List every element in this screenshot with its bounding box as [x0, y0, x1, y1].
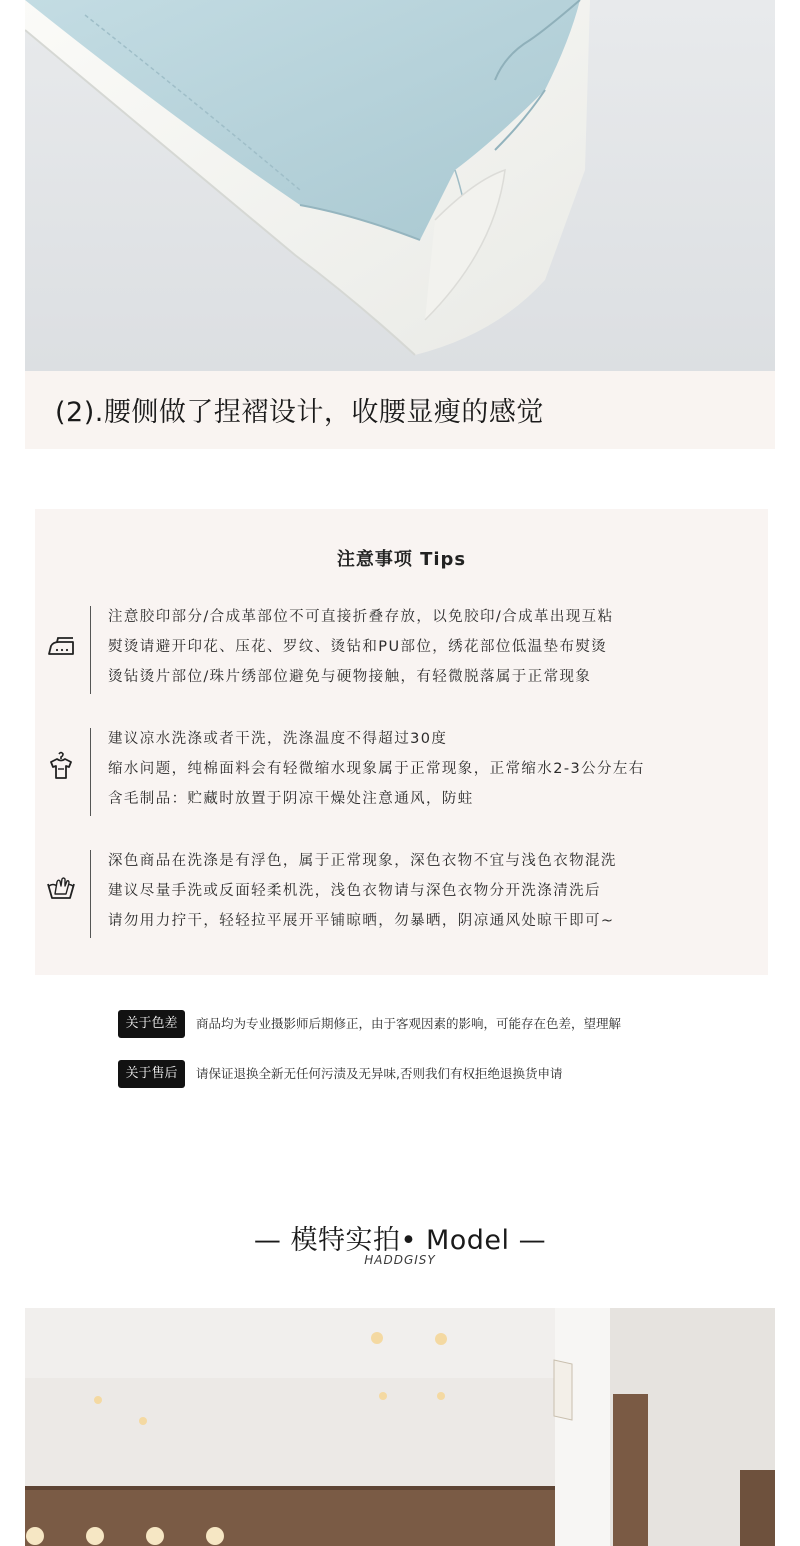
- notice-text: 商品均为专业摄影师后期修正，由于客观因素的影响，可能存在色差，望理解: [196, 1016, 622, 1031]
- notice-text: 请保证退换全新无任何污渍及无异味,否则我们有权拒绝退换货申请: [196, 1066, 563, 1081]
- tip-lines: [108, 602, 613, 692]
- tips-title: 注意事项 Tips: [336, 549, 467, 570]
- iron-icon: [45, 630, 77, 662]
- notice-badge: 关于售后: [118, 1060, 185, 1088]
- tip-line: 建议尽量手洗或反面轻柔机洗，浅色衣物请与深色衣物分开洗涤清洗后: [108, 883, 601, 899]
- notice-badge: 关于色差: [118, 1010, 185, 1038]
- brand-subtitle: HADDGISY: [364, 1253, 436, 1267]
- feature-caption-band: [25, 371, 775, 449]
- folded-shirt-illustration: [25, 0, 775, 371]
- tip-line: 注意胶印部分/合成革部位不可直接折叠存放，以免胶印/合成革出现互粘: [108, 609, 614, 625]
- model-section-heading: — 模特实拍• Model —: [253, 1225, 547, 1256]
- feature-caption: (2).腰侧做了捏褶设计，收腰显瘦的感觉: [55, 397, 544, 428]
- interior-scene-illustration: [25, 1308, 775, 1546]
- tip-group-handwash: [35, 846, 768, 938]
- tip-group-ironing: [35, 602, 768, 694]
- tip-line: 深色商品在洗涤是有浮色，属于正常现象，深色衣物不宜与浅色衣物混洗: [108, 853, 617, 869]
- tip-line: 请勿用力拧干，轻轻拉平展开平铺晾晒，勿暴晒，阴凉通风处晾干即可~: [108, 913, 615, 929]
- tip-lines: [108, 724, 645, 814]
- tip-group-washing: [35, 724, 768, 816]
- product-detail-photo: [25, 0, 775, 371]
- tip-line: 缩水问题，纯棉面料会有轻微缩水现象属于正常现象，正常缩水2-3公分左右: [108, 761, 645, 777]
- tip-line: 熨烫请避开印花、压花、罗纹、烫钻和PU部位，绣花部位低温垫布熨烫: [108, 639, 608, 655]
- hand-wash-icon: [45, 872, 77, 904]
- tip-line: 含毛制品：贮藏时放置于阴凉干燥处注意通风，防蛀: [108, 791, 474, 807]
- tip-line: 建议凉水洗涤或者干洗，洗涤温度不得超过30度: [108, 731, 448, 747]
- tip-divider: [90, 728, 91, 816]
- tip-line: 烫钻烫片部位/珠片绣部位避免与硬物接触，有轻微脱落属于正常现象: [108, 669, 592, 685]
- hanging-shirt-icon: [45, 750, 77, 782]
- tip-divider: [90, 606, 91, 694]
- tip-lines: [108, 846, 617, 936]
- model-photo: [25, 1308, 775, 1546]
- tip-divider: [90, 850, 91, 938]
- care-tips-panel: [35, 509, 768, 975]
